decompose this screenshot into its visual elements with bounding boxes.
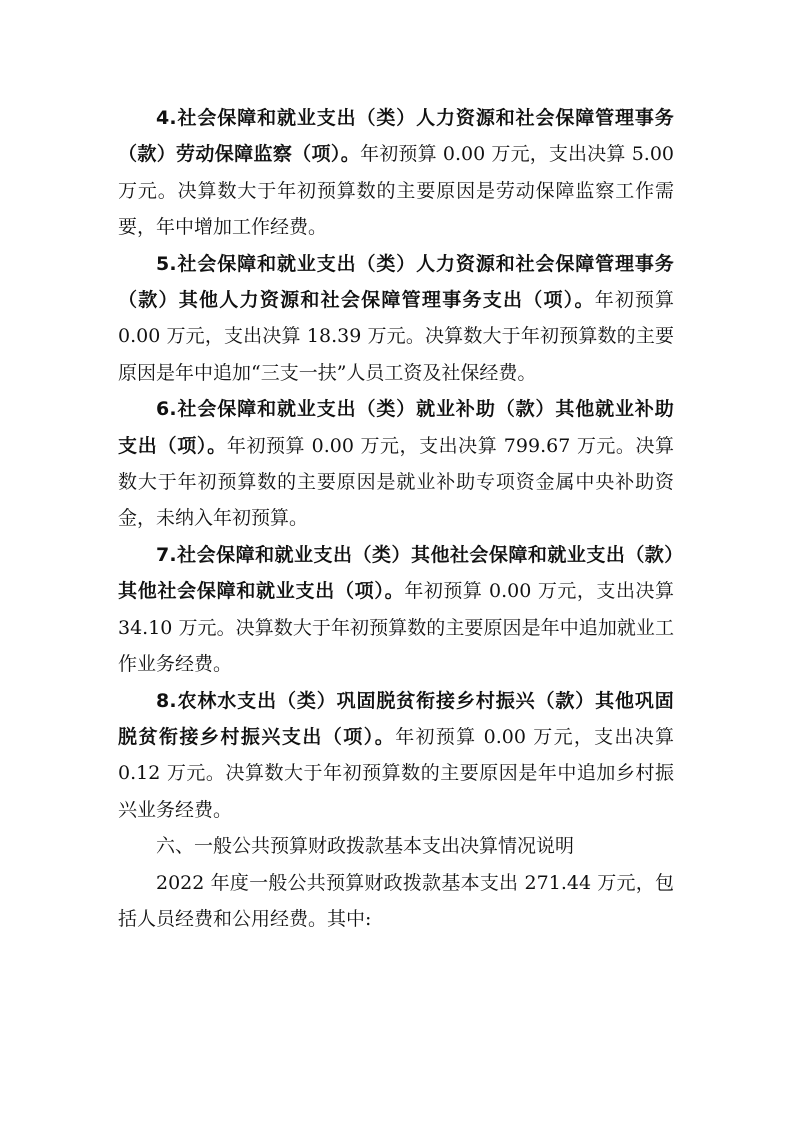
paragraph-item-7 [118,537,674,683]
item-4-body: 年初预算 0.00 万元，支出决算 5.00 万元。决算数大于年初预算数的主要原因是劳动保障监察工作需要，年中增加工作经费。 [118,143,674,239]
document-body [118,100,674,937]
item-7-lead: 7.社会保障和就业支出（类）其他社会保障和就业支出（款）其他社会保障和就业支出（项）。 [118,543,674,603]
section-heading: 六、一般公共预算财政拨款基本支出决算情况说明 [156,835,575,858]
item-7-body: 年初预算 0.00 万元，支出决算 34.10 万元。决算数大于年初预算数的主要原因是年中追加就业工作业务经费。 [118,580,674,676]
section-paragraph: 2022 年度一般公共预算财政拨款基本支出 271.44 万元，包括人员经费和公用经费。其中: [118,871,674,930]
item-5-body: 年初预算 0.00 万元，支出决算 18.39 万元。决算数大于年初预算数的主要原因是年中追加“三支一扶”人员工资及社保经费。 [118,289,674,384]
item-6-lead: 6.社会保障和就业支出（类）就业补助（款）其他就业补助支出（项）。 [118,398,674,457]
item-4-lead: 4.社会保障和就业支出（类）人力资源和社会保障管理事务（款）劳动保障监察（项）。 [118,107,674,166]
paragraph-item-8 [118,683,674,829]
item-8-lead: 8.农林水支出（类）巩固脱贫衔接乡村振兴（款）其他巩固脱贫衔接乡村振兴支出（项）。 [118,689,674,748]
paragraph-item-4 [118,100,674,246]
item-6-body: 年初预算 0.00 万元，支出决算 799.67 万元。决算数大于年初预算数的主要原因是就业补助专项资金属中央补助资金，未纳入年初预算。 [118,434,674,530]
paragraph-item-5 [118,246,674,392]
item-5-lead: 5.社会保障和就业支出（类）人力资源和社会保障管理事务（款）其他人力资源和社会保障管理事务支出（项）。 [118,252,674,312]
item-8-body: 年初预算 0.00 万元，支出决算 0.12 万元。决算数大于年初预算数的主要原因是年中追加乡村振兴业务经费。 [118,725,674,821]
paragraph-item-6 [118,391,674,537]
